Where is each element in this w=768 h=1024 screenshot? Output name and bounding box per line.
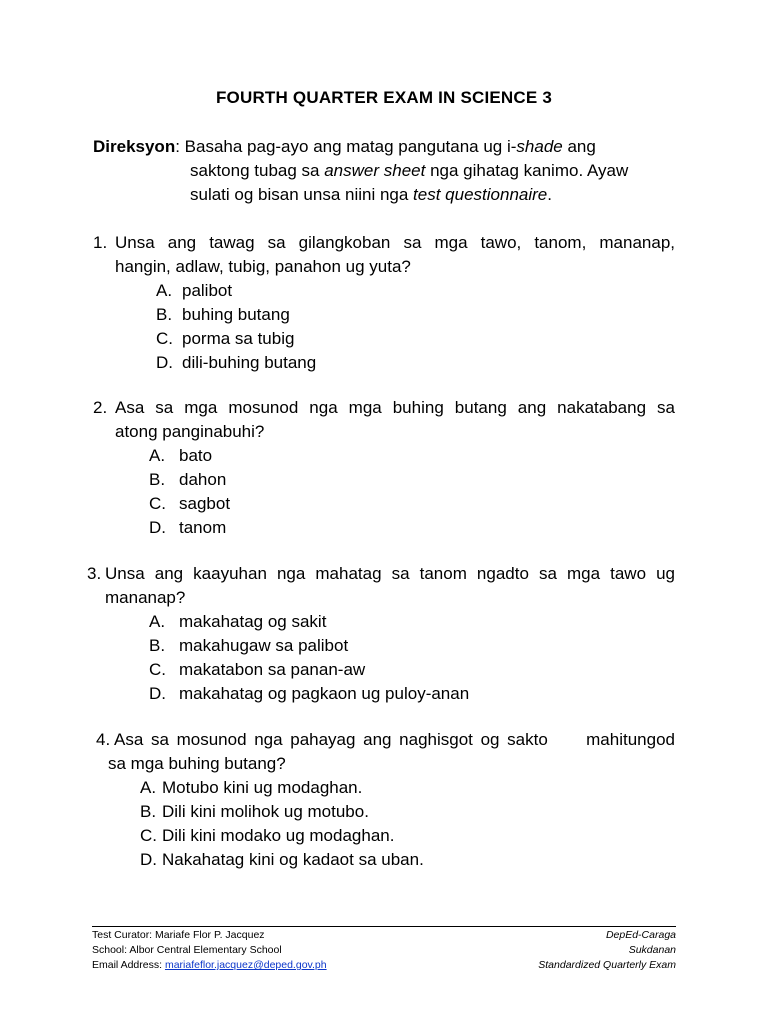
test-curator: Test Curator: Mariafe Flor P. Jacquez — [92, 929, 265, 941]
option-letter: A. — [149, 446, 166, 465]
option-text: porma sa tubig — [182, 329, 295, 348]
directions-line-1 — [93, 135, 683, 159]
option-text: dahon — [179, 470, 227, 489]
directions — [93, 135, 683, 207]
question-4 — [96, 728, 675, 872]
option-b — [140, 800, 675, 824]
option-letter: B. — [140, 802, 157, 821]
email-link[interactable]: mariafeflor.jacquez@deped.gov.ph — [164, 959, 327, 971]
question-text-continued: atong panginabuhi? — [115, 422, 265, 441]
question-2 — [93, 396, 675, 540]
option-a — [149, 610, 675, 634]
question-text: Unsa ang kaayuhan nga mahatag sa tanom ngadto sa mga tawo ug — [105, 564, 675, 583]
option-text: bato — [179, 446, 213, 465]
option-letter: A. — [149, 612, 166, 631]
option-letter: C. — [156, 329, 173, 348]
directions-text: nga gihatag kanimo. Ayaw — [425, 161, 629, 180]
option-letter: B. — [149, 636, 166, 655]
question-number: 1. — [93, 233, 108, 252]
option-text: Dili kini modako ug modaghan. — [162, 826, 395, 845]
question-text-continued: hangin, adlaw, tubig, panahon ug yuta? — [115, 257, 411, 276]
option-d — [149, 516, 675, 540]
exam-title: FOURTH QUARTER EXAM IN SCIENCE 3 — [215, 88, 553, 107]
question-text: Asa sa mga mosunod nga mga buhing butang ang nakatabang sa — [115, 398, 675, 417]
directions-line-3 — [93, 183, 683, 207]
directions-separator: : — [175, 137, 185, 156]
option-a — [149, 444, 675, 468]
question-number: 4. — [96, 730, 111, 749]
option-text: makahatag og sakit — [179, 612, 327, 631]
footer-divider — [92, 926, 676, 927]
directions-text: sulati og bisan unsa niini nga — [190, 185, 414, 204]
option-letter: B. — [149, 470, 166, 489]
option-a — [156, 279, 675, 303]
option-b — [149, 468, 675, 492]
option-letter: C. — [140, 826, 157, 845]
question-1 — [93, 231, 675, 375]
option-text: sagbot — [179, 494, 231, 513]
footer-left — [92, 928, 327, 973]
directions-text: Basaha pag-ayo ang matag pangutana ug i- — [184, 137, 517, 156]
question-text: Unsa ang tawag sa gilangkoban sa mga tawo, tanom, mananap, — [115, 233, 675, 252]
option-a — [140, 776, 675, 800]
option-text: tanom — [179, 518, 227, 537]
option-c — [156, 327, 675, 351]
option-letter: D. — [156, 353, 173, 372]
option-letter: A. — [156, 281, 173, 300]
exam-type: Standardized Quarterly Exam — [538, 959, 676, 971]
option-text: Dili kini molihok ug motubo. — [162, 802, 369, 821]
directions-text: . — [547, 185, 552, 204]
option-text: Motubo kini ug modaghan. — [162, 778, 363, 797]
option-d — [149, 682, 675, 706]
option-text: makatabon sa panan-aw — [179, 660, 366, 679]
option-c — [140, 824, 675, 848]
school-name: School: Albor Central Elementary School — [92, 944, 282, 956]
option-text: palibot — [182, 281, 233, 300]
question-3 — [87, 562, 675, 706]
option-d — [156, 351, 675, 375]
option-letter: D. — [149, 684, 166, 703]
question-text-continued: mananap? — [105, 588, 186, 607]
footer-right — [538, 928, 676, 973]
option-letter: C. — [149, 660, 166, 679]
option-text: buhing butang — [182, 305, 290, 324]
option-text: makahugaw sa palibot — [179, 636, 349, 655]
option-letter: D. — [140, 850, 157, 869]
directions-text: saktong tubag sa — [190, 161, 325, 180]
directions-line-2 — [93, 159, 683, 183]
question-number: 3. — [87, 564, 102, 583]
option-b — [149, 634, 675, 658]
option-letter: B. — [156, 305, 173, 324]
email-label: Email Address: — [92, 959, 165, 971]
directions-emphasis: test questionnaire — [413, 185, 548, 204]
org-name: DepEd-Caraga — [605, 929, 676, 941]
option-c — [149, 658, 675, 682]
option-text: makahatag og pagkaon ug puloy-anan — [179, 684, 470, 703]
directions-label: Direksyon — [93, 137, 176, 156]
email-line — [92, 958, 327, 973]
option-letter: C. — [149, 494, 166, 513]
option-text: dili-buhing butang — [182, 353, 317, 372]
option-text: Nakahatag kini og kadaot sa uban. — [162, 850, 424, 869]
option-d — [140, 848, 675, 872]
question-text: Asa sa mosunod nga pahayag ang naghisgot og sakto mahitungod — [114, 730, 675, 749]
sukdanan-label: Sukdanan — [628, 944, 676, 956]
directions-emphasis: shade — [516, 137, 563, 156]
directions-emphasis: answer sheet — [324, 161, 426, 180]
question-number: 2. — [93, 398, 108, 417]
question-text-continued: sa mga buhing butang? — [108, 754, 286, 773]
option-letter: D. — [149, 518, 166, 537]
option-c — [149, 492, 675, 516]
option-b — [156, 303, 675, 327]
directions-text: ang — [562, 137, 596, 156]
option-letter: A. — [140, 778, 157, 797]
